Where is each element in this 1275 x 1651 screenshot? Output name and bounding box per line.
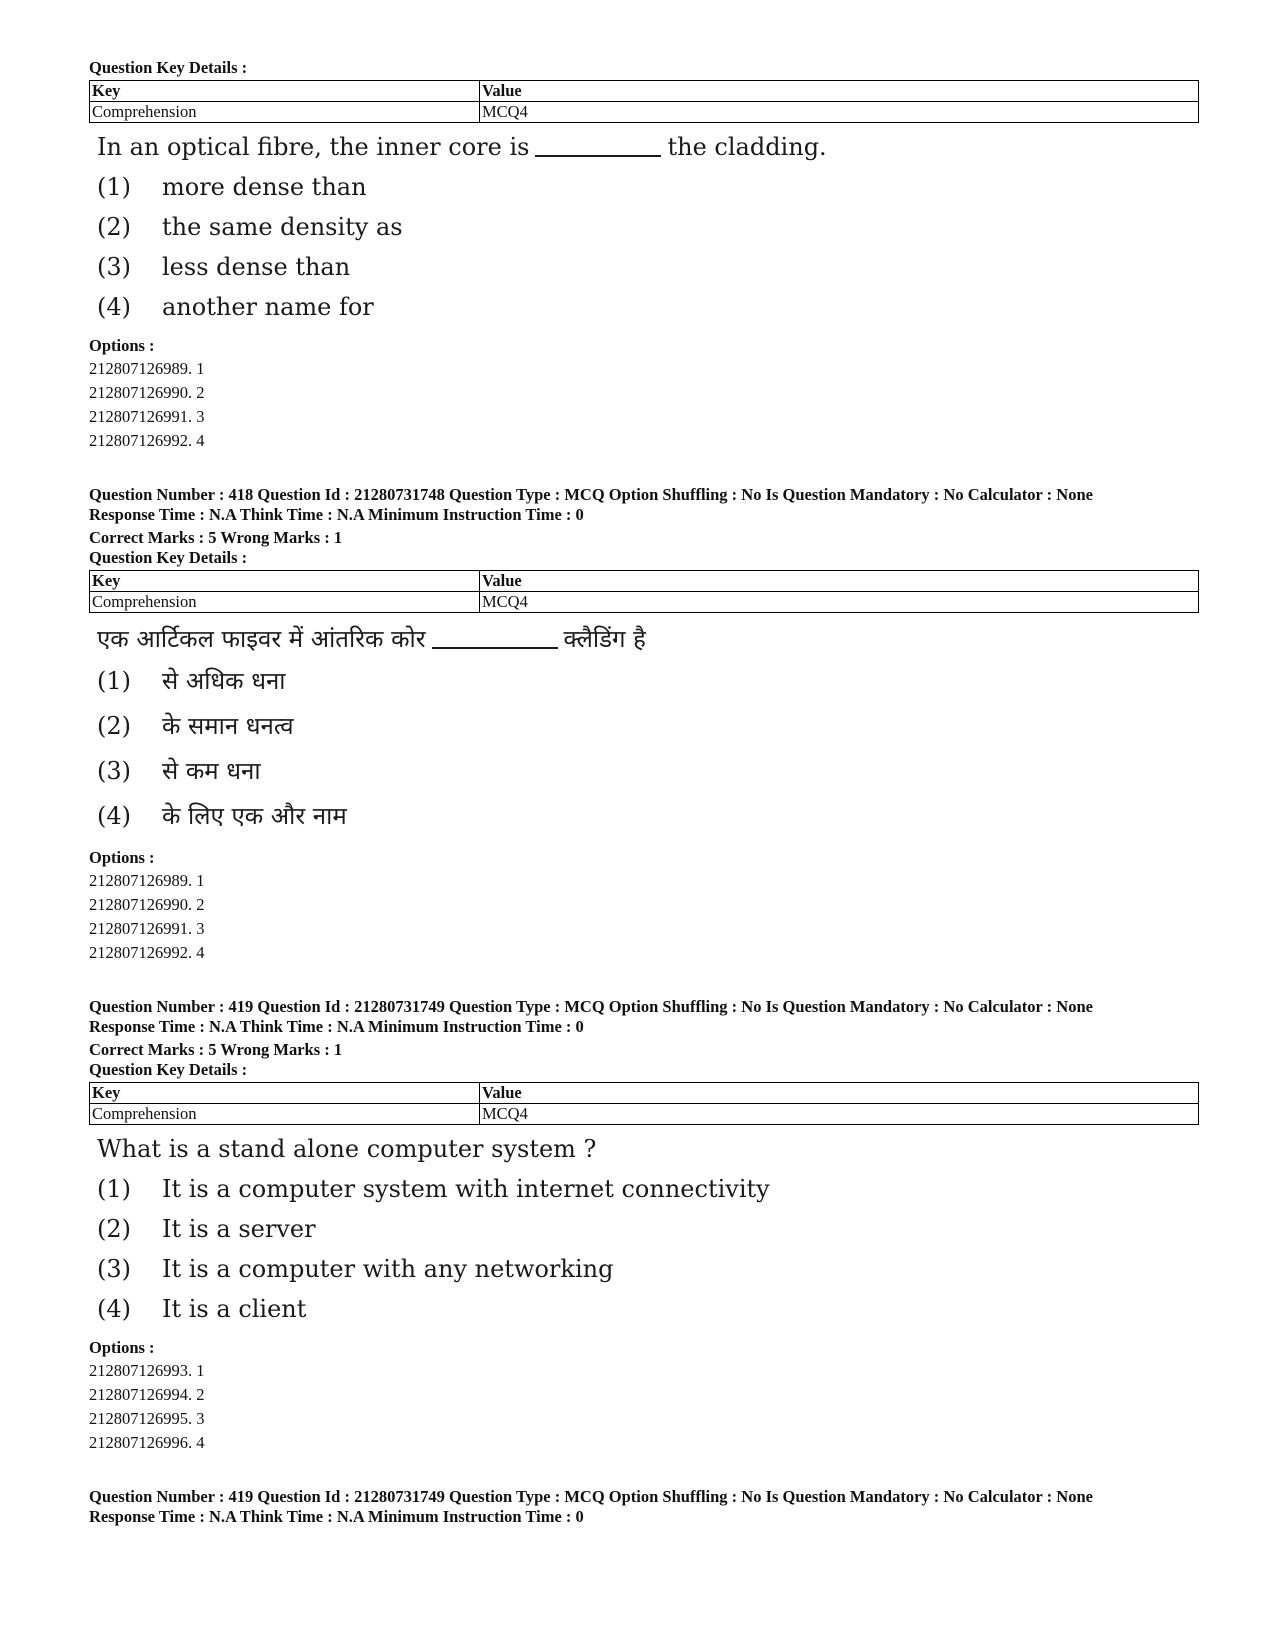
- choice-list: [97, 167, 1199, 327]
- option-id: 212807126991. 3: [89, 407, 205, 426]
- option-id: 212807126989. 1: [89, 359, 205, 378]
- question-text-before: एक आर्टिकल फाइवर में आंतरिक कोर: [97, 625, 426, 653]
- option-id: 212807126991. 3: [89, 919, 205, 938]
- choice-item: (4) के लिए एक और नाम: [97, 802, 347, 830]
- question-block-419: [89, 997, 1199, 1455]
- question-text-after: the cladding.: [667, 133, 827, 161]
- value-header: Value: [480, 1083, 1199, 1104]
- question-timing-line: Response Time : N.A Think Time : N.A Minimum Instruction Time : 0: [89, 1017, 584, 1036]
- key-details-label: Question Key Details :: [89, 1060, 248, 1079]
- question-text: [97, 131, 1199, 163]
- answer-blank: [432, 627, 558, 649]
- question-text-before: In an optical fibre, the inner core is: [97, 133, 530, 161]
- value-cell: MCQ4: [480, 592, 1199, 613]
- choice-item: (3) less dense than: [97, 253, 351, 281]
- value-header: Value: [480, 571, 1199, 592]
- question-meta-line: Question Number : 419 Question Id : 21280731749 Question Type : MCQ Option Shuffling : No Is Question Mandatory : No Calculator : None: [89, 997, 1093, 1016]
- key-cell: Comprehension: [90, 1104, 480, 1125]
- choice-list: [97, 659, 1199, 839]
- table-row: [90, 102, 1199, 123]
- key-cell: Comprehension: [90, 102, 480, 123]
- option-id: 212807126996. 4: [89, 1433, 205, 1452]
- choice-item: (3) It is a computer with any networking: [97, 1255, 614, 1283]
- value-cell: MCQ4: [480, 1104, 1199, 1125]
- key-header: Key: [90, 571, 480, 592]
- option-id: 212807126992. 4: [89, 431, 205, 450]
- table-header-row: [90, 1083, 1199, 1104]
- options-label: Options :: [89, 848, 155, 867]
- key-details-label: Question Key Details :: [89, 548, 248, 567]
- key-header: Key: [90, 81, 480, 102]
- option-id: 212807126989. 1: [89, 871, 205, 890]
- question-block-417: [89, 58, 1199, 453]
- question-text: [97, 623, 1199, 655]
- choice-item: (1) It is a computer system with internet connectivity: [97, 1175, 770, 1203]
- key-header: Key: [90, 1083, 480, 1104]
- question-block-419-next: [89, 1487, 1199, 1527]
- answer-blank: [535, 135, 661, 157]
- option-id: 212807126992. 4: [89, 943, 205, 962]
- choice-list: [97, 1169, 1199, 1329]
- choice-item: (1) more dense than: [97, 173, 367, 201]
- marks-line: Correct Marks : 5 Wrong Marks : 1: [89, 528, 343, 547]
- question-paper: [89, 58, 1199, 1527]
- choice-item: (1) से अधिक धना: [97, 667, 286, 695]
- options-label: Options :: [89, 1338, 155, 1357]
- key-cell: Comprehension: [90, 592, 480, 613]
- question-timing-line: Response Time : N.A Think Time : N.A Minimum Instruction Time : 0: [89, 1507, 584, 1526]
- choice-item: (2) It is a server: [97, 1215, 316, 1243]
- choice-item: (2) के समान धनत्व: [97, 712, 294, 740]
- choice-item: (2) the same density as: [97, 213, 403, 241]
- question-text: What is a stand alone computer system ?: [97, 1135, 597, 1163]
- marks-line: Correct Marks : 5 Wrong Marks : 1: [89, 1040, 343, 1059]
- option-id: 212807126990. 2: [89, 895, 205, 914]
- key-details-table: [89, 570, 1199, 613]
- key-details-table: [89, 80, 1199, 123]
- table-row: [90, 1104, 1199, 1125]
- value-cell: MCQ4: [480, 102, 1199, 123]
- option-id: 212807126990. 2: [89, 383, 205, 402]
- options-label: Options :: [89, 336, 155, 355]
- value-header: Value: [480, 81, 1199, 102]
- key-details-label: Question Key Details :: [89, 58, 248, 77]
- question-meta-line: Question Number : 418 Question Id : 21280731748 Question Type : MCQ Option Shuffling : No Is Question Mandatory : No Calculator : None: [89, 485, 1093, 504]
- table-header-row: [90, 81, 1199, 102]
- question-text-after: क्लैडिंग है: [563, 625, 646, 653]
- table-header-row: [90, 571, 1199, 592]
- choice-item: (4) another name for: [97, 293, 374, 321]
- question-meta-line: Question Number : 419 Question Id : 21280731749 Question Type : MCQ Option Shuffling : No Is Question Mandatory : No Calculator : None: [89, 1487, 1093, 1506]
- table-row: [90, 592, 1199, 613]
- question-block-418: [89, 485, 1199, 965]
- choice-item: (4) It is a client: [97, 1295, 307, 1323]
- option-id: 212807126995. 3: [89, 1409, 205, 1428]
- option-id: 212807126993. 1: [89, 1361, 205, 1380]
- choice-item: (3) से कम धना: [97, 757, 261, 785]
- option-id: 212807126994. 2: [89, 1385, 205, 1404]
- key-details-table: [89, 1082, 1199, 1125]
- question-timing-line: Response Time : N.A Think Time : N.A Minimum Instruction Time : 0: [89, 505, 584, 524]
